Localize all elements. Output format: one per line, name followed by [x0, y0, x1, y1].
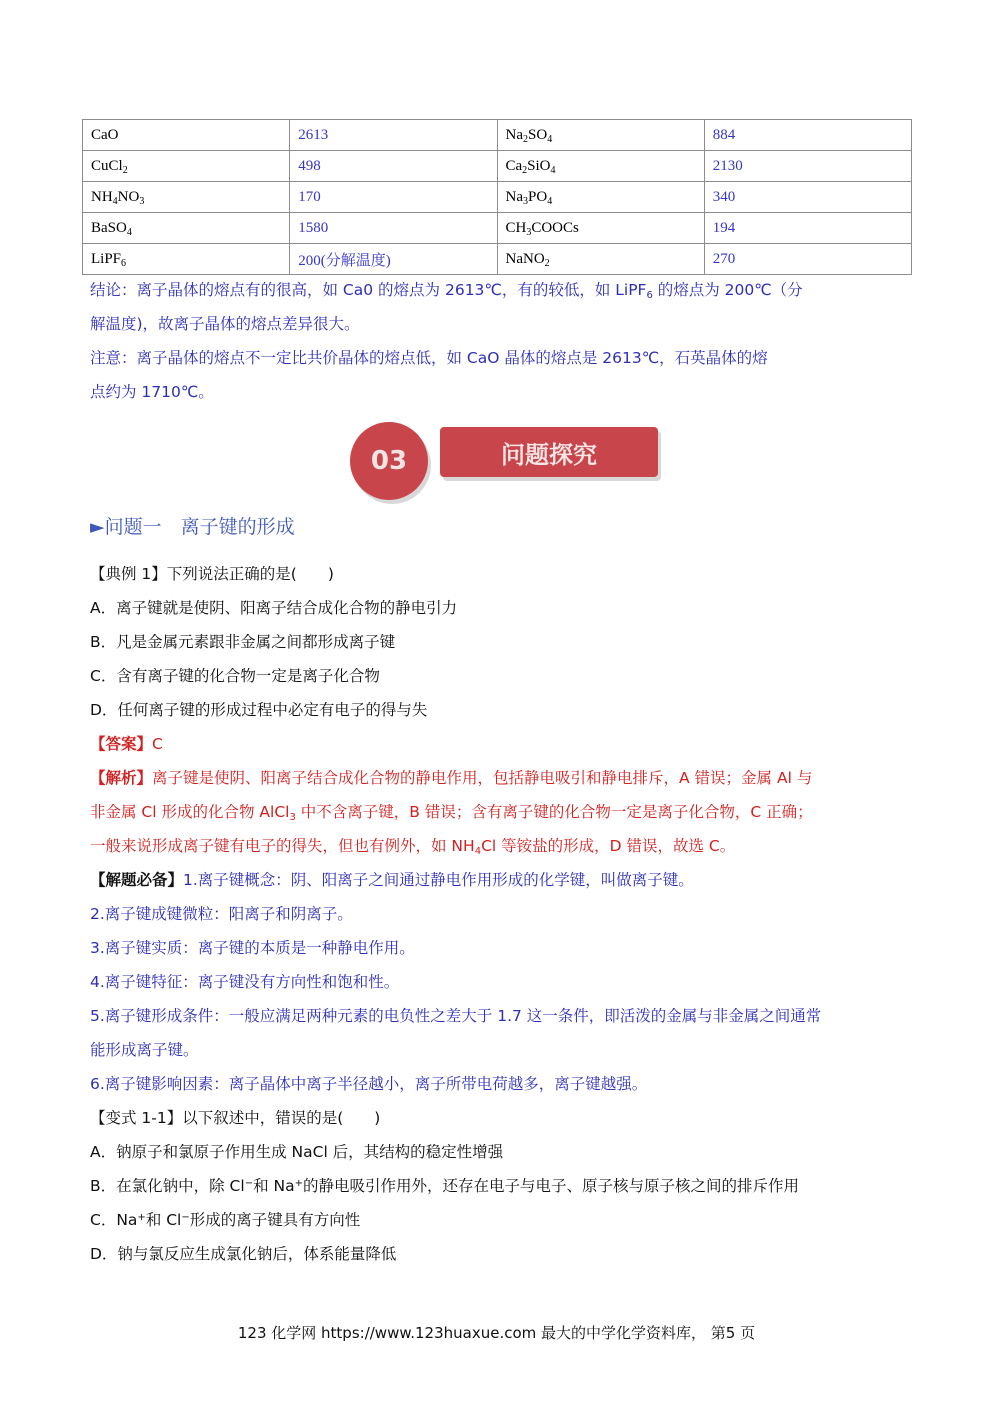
melting-point-cell: 498: [290, 151, 497, 182]
essentials-item: 能形成离子键。: [90, 1041, 199, 1059]
melting-point-cell: 170: [290, 182, 497, 213]
section-banner: [348, 422, 668, 502]
section-title: 问题探究: [501, 440, 597, 469]
analysis-label: 【解析】: [90, 769, 153, 787]
option-item: A．钠原子和氯原子作用生成 NaCl 后，其结构的稳定性增强: [90, 1143, 504, 1161]
compound-cell: $NH_4NO_3$: [83, 182, 290, 213]
essentials-item: 5.离子键形成条件：一般应满足两种元素的电负性之差大于 1.7 这一条件，即活泼的金属与非金属之间通常: [90, 1007, 822, 1025]
table-row: [83, 182, 912, 213]
compound-cell: LiPF$_6$: [83, 244, 290, 275]
example-stem: 【典例 1】下列说法正确的是( ): [90, 565, 334, 583]
answer-label: 【答案】: [90, 735, 153, 753]
table-row: [83, 213, 912, 244]
answer-value: C: [152, 735, 163, 753]
compound-cell: $Na_2SO_4$: [497, 120, 704, 151]
compound-cell: $Na_3PO_4$: [497, 182, 704, 213]
option-item: B．凡是金属元素跟非金属之间都形成离子键: [90, 633, 396, 651]
essentials-list: [90, 897, 910, 1101]
melting-point-cell: 194: [704, 213, 911, 244]
analysis-block: [90, 761, 910, 863]
conclusion-paragraph: [90, 273, 910, 341]
melting-point-table: [82, 119, 912, 275]
note-line: 点约为 1710℃。: [90, 383, 214, 401]
option-item: D．钠与氯反应生成氯化钠后，体系能量降低: [90, 1245, 397, 1263]
melting-point-cell: 340: [704, 182, 911, 213]
analysis-line: 【解析】离子键是使阴、阳离子结合成化合物的静电作用，包括静电吸引和静电排斥，A 错误；金属 Al 与: [90, 769, 813, 787]
option-item: D．任何离子键的形成过程中必定有电子的得与失: [90, 701, 428, 719]
option-item: C．含有离子键的化合物一定是离子化合物: [90, 667, 380, 685]
essentials-label: 【解题必备】: [90, 871, 184, 889]
essentials-item: 1.离子键概念：阴、阳离子之间通过静电作用形成的化学键，叫做离子键。: [183, 871, 694, 889]
essentials-item: 3.离子键实质：离子键的本质是一种静电作用。: [90, 939, 415, 957]
analysis-line: 一般来说形成离子键有电子的得失，但也有例外，如 $NH_4Cl$ 等铵盐的形成，D 错误，故选 C。: [90, 837, 736, 857]
conclusion-line: 解温度)，故离子晶体的熔点差异很大。: [90, 315, 360, 333]
variant-options: [90, 1135, 910, 1271]
table-row: [83, 244, 912, 275]
essentials-item: 4.离子键特征：离子键没有方向性和饱和性。: [90, 973, 400, 991]
variant-stem: 【变式 1-1】以下叙述中，错误的是( ): [90, 1109, 381, 1127]
analysis-line: 非金属 Cl 形成的化合物 AlCl$_3$ 中不含离子键，B 错误；含有离子键的化合物一定是离子化合物，C 正确；: [90, 803, 813, 823]
melting-point-cell: 2130: [704, 151, 911, 182]
essentials-first-line: [90, 863, 910, 897]
question-title: ►问题一 离子键的形成: [90, 516, 295, 538]
note-line: 注意：离子晶体的熔点不一定比共价晶体的熔点低，如 CaO 晶体的熔点是 2613℃，石英晶体的熔: [90, 349, 768, 367]
compound-cell: $Ca_2SiO_4$: [497, 151, 704, 182]
melting-point-cell: 1580: [290, 213, 497, 244]
melting-point-cell: 884: [704, 120, 911, 151]
page-footer: 123 化学网 https://www.123huaxue.com 最大的中学化学资料库， 第5 页: [237, 1324, 756, 1342]
table-row: [83, 151, 912, 182]
compound-cell: CaO: [83, 120, 290, 151]
melting-point-cell: 2613: [290, 120, 497, 151]
compound-cell: NaNO$_2$: [497, 244, 704, 275]
essentials-item: 2.离子键成键微粒：阳离子和阴离子。: [90, 905, 353, 923]
essentials-item: 6.离子键影响因素：离子晶体中离子半径越小，离子所带电荷越多，离子键越强。: [90, 1075, 648, 1093]
option-item: A．离子键就是使阴、阳离子结合成化合物的静电引力: [90, 599, 458, 617]
example-block: [90, 557, 910, 1271]
compound-cell: BaSO$_4$: [83, 213, 290, 244]
option-item: C．Na+和 Cl−形成的离子键具有方向性: [90, 1211, 361, 1229]
conclusion-line: 结论：离子晶体的熔点有的很高，如 Ca0 的熔点为 2613℃，有的较低，如 LiPF$_6$ 的熔点为 200℃（分: [90, 281, 803, 301]
compound-cell: CuCl$_2$: [83, 151, 290, 182]
section-number-badge: [350, 422, 428, 500]
note-paragraph: [90, 341, 910, 409]
melting-point-cell: 270: [704, 244, 911, 275]
melting-point-cell: 200(分解温度): [290, 244, 497, 275]
option-item: B．在氯化钠中，除 Cl−和 Na+的静电吸引作用外，还存在电子与电子、原子核与原子核之间的排斥作用: [90, 1177, 800, 1195]
table-row: [83, 120, 912, 151]
answer-line: [90, 727, 910, 761]
example-options: [90, 591, 910, 727]
section-number: 03: [370, 446, 408, 476]
compound-cell: $CH_3COOCs$: [497, 213, 704, 244]
section-title-bar: [440, 427, 658, 477]
